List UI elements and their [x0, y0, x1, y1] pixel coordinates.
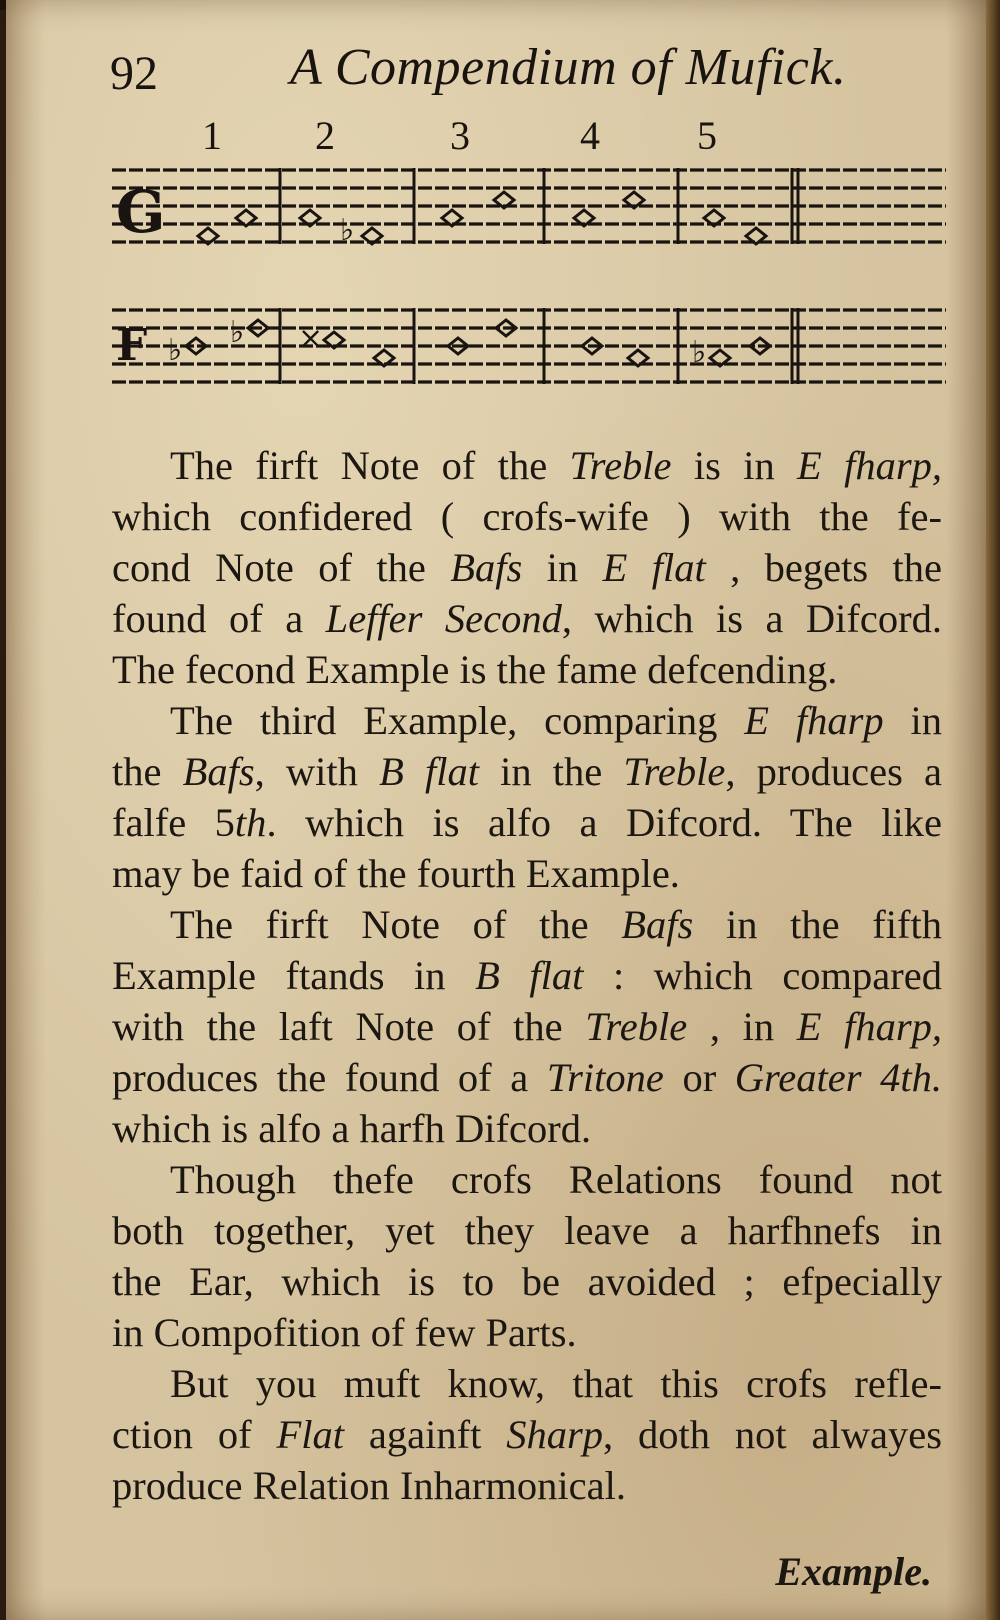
- text-line: [112, 1358, 942, 1409]
- italic-text: Bafs: [450, 545, 523, 590]
- example-number: 2: [315, 113, 335, 158]
- italic-text: Sharp: [506, 1412, 603, 1457]
- text-segment: : which compared: [583, 953, 942, 998]
- italic-text: E flat: [602, 545, 706, 590]
- page-edge: [986, 0, 1000, 1620]
- text-line: [112, 440, 942, 491]
- text-line: [112, 1103, 942, 1154]
- text-segment: which confidered ( crofs-wife ) with the fe-: [112, 494, 942, 539]
- text-line: [112, 1307, 942, 1358]
- example-number: 1: [202, 113, 222, 158]
- italic-text: B flat: [379, 749, 479, 794]
- italic-text: Treble: [585, 1004, 688, 1049]
- text-segment: , produces a: [725, 749, 942, 794]
- text-segment: found of a: [112, 596, 326, 641]
- svg-text:G: G: [116, 178, 166, 246]
- page-number: 92: [110, 47, 158, 100]
- text-segment: The fecond Example is the fame defcending.: [112, 647, 838, 692]
- text-segment: or: [663, 1055, 735, 1100]
- text-line: [112, 848, 942, 899]
- example-number: 3: [450, 113, 470, 158]
- bass-staff-svg: [112, 300, 946, 400]
- flat-icon: ♭: [340, 213, 355, 248]
- body-text: [112, 440, 942, 1511]
- text-segment: is in: [671, 443, 798, 488]
- text-segment: , begets the: [705, 545, 942, 590]
- text-segment: in Compofition of few Parts.: [112, 1310, 577, 1355]
- italic-text: Bafs: [182, 749, 255, 794]
- treble-staff: [112, 160, 946, 260]
- italic-text: Treble: [569, 443, 672, 488]
- italic-text: E fharp: [744, 698, 884, 743]
- text-line: [112, 950, 942, 1001]
- text-segment: in: [883, 698, 942, 743]
- text-line: [112, 1256, 942, 1307]
- example-number: 5: [697, 113, 717, 158]
- text-segment: the: [112, 749, 183, 794]
- text-line: [112, 1205, 942, 1256]
- page-header: [110, 38, 890, 108]
- text-segment: Though thefe crofs Relations found not: [170, 1157, 942, 1202]
- treble-staff-svg: [112, 160, 946, 260]
- example-number: 4: [580, 113, 600, 158]
- italic-text: B flat: [475, 953, 584, 998]
- text-line: [112, 1154, 942, 1205]
- text-segment: Example ftands in: [112, 953, 476, 998]
- text-segment: againft: [344, 1412, 507, 1457]
- text-segment: The firft Note of the: [170, 902, 622, 947]
- text-segment: with the laft Note of the: [112, 1004, 586, 1049]
- text-line: [112, 899, 942, 950]
- text-segment: both together, yet they leave a harfhnefs in: [112, 1208, 942, 1253]
- text-line: [112, 746, 942, 797]
- italic-text: Tritone: [546, 1055, 664, 1100]
- italic-text: E fharp,: [797, 443, 942, 488]
- text-segment: which is alfo a harfh Difcord.: [112, 1106, 592, 1151]
- text-segment: ction of: [112, 1412, 277, 1457]
- flat-icon: ♭: [168, 333, 183, 368]
- example-numbers: [110, 112, 930, 160]
- text-segment: But you muft know, that this crofs refle-: [170, 1361, 942, 1406]
- italic-text: Greater 4th.: [734, 1055, 942, 1100]
- text-line: [112, 542, 942, 593]
- text-segment: The firft Note of the: [170, 443, 570, 488]
- text-line: [112, 1409, 942, 1460]
- text-segment: the Ear, which is to be avoided ; efpecially: [112, 1259, 942, 1304]
- text-segment: in: [522, 545, 603, 590]
- text-line: [112, 1460, 942, 1511]
- text-segment: in the fifth: [693, 902, 942, 947]
- text-segment: , which is a Difcord.: [561, 596, 942, 641]
- text-line: [112, 695, 942, 746]
- text-line: [112, 1001, 942, 1052]
- text-segment: falfe 5: [112, 800, 235, 845]
- flat-icon: ♭: [230, 315, 245, 350]
- text-segment: in the: [478, 749, 624, 794]
- catchword: Example.: [775, 1549, 932, 1594]
- italic-text: Treble: [623, 749, 726, 794]
- bass-clef-icon: [116, 320, 147, 371]
- text-segment: . which is alfo a Difcord. The like: [266, 800, 942, 845]
- text-segment: cond Note of the: [112, 545, 451, 590]
- text-segment: produces the found of a: [112, 1055, 547, 1100]
- text-segment: produce Relation Inharmonical.: [112, 1463, 626, 1508]
- italic-text: th: [234, 800, 267, 845]
- italic-text: E fharp,: [796, 1004, 942, 1049]
- bass-staff: [112, 300, 946, 400]
- running-title: A Compendium of Mufick.: [290, 39, 847, 96]
- text-segment: , with: [254, 749, 380, 794]
- sharp-icon: ×: [298, 321, 324, 356]
- italic-text: Bafs: [621, 902, 694, 947]
- italic-text: Leffer Second: [325, 596, 562, 641]
- italic-text: Flat: [276, 1412, 344, 1457]
- text-segment: , in: [687, 1004, 797, 1049]
- text-line: [112, 1052, 942, 1103]
- text-line: [112, 797, 942, 848]
- text-line: [112, 644, 942, 695]
- text-line: [112, 593, 942, 644]
- text-segment: The third Example, comparing: [170, 698, 745, 743]
- text-segment: , doth not alwayes: [603, 1412, 942, 1457]
- flat-icon: ♭: [692, 335, 707, 370]
- treble-clef-icon: [116, 178, 166, 246]
- svg-text:F: F: [116, 320, 148, 371]
- text-line: [112, 491, 942, 542]
- text-segment: may be faid of the fourth Example.: [112, 851, 680, 896]
